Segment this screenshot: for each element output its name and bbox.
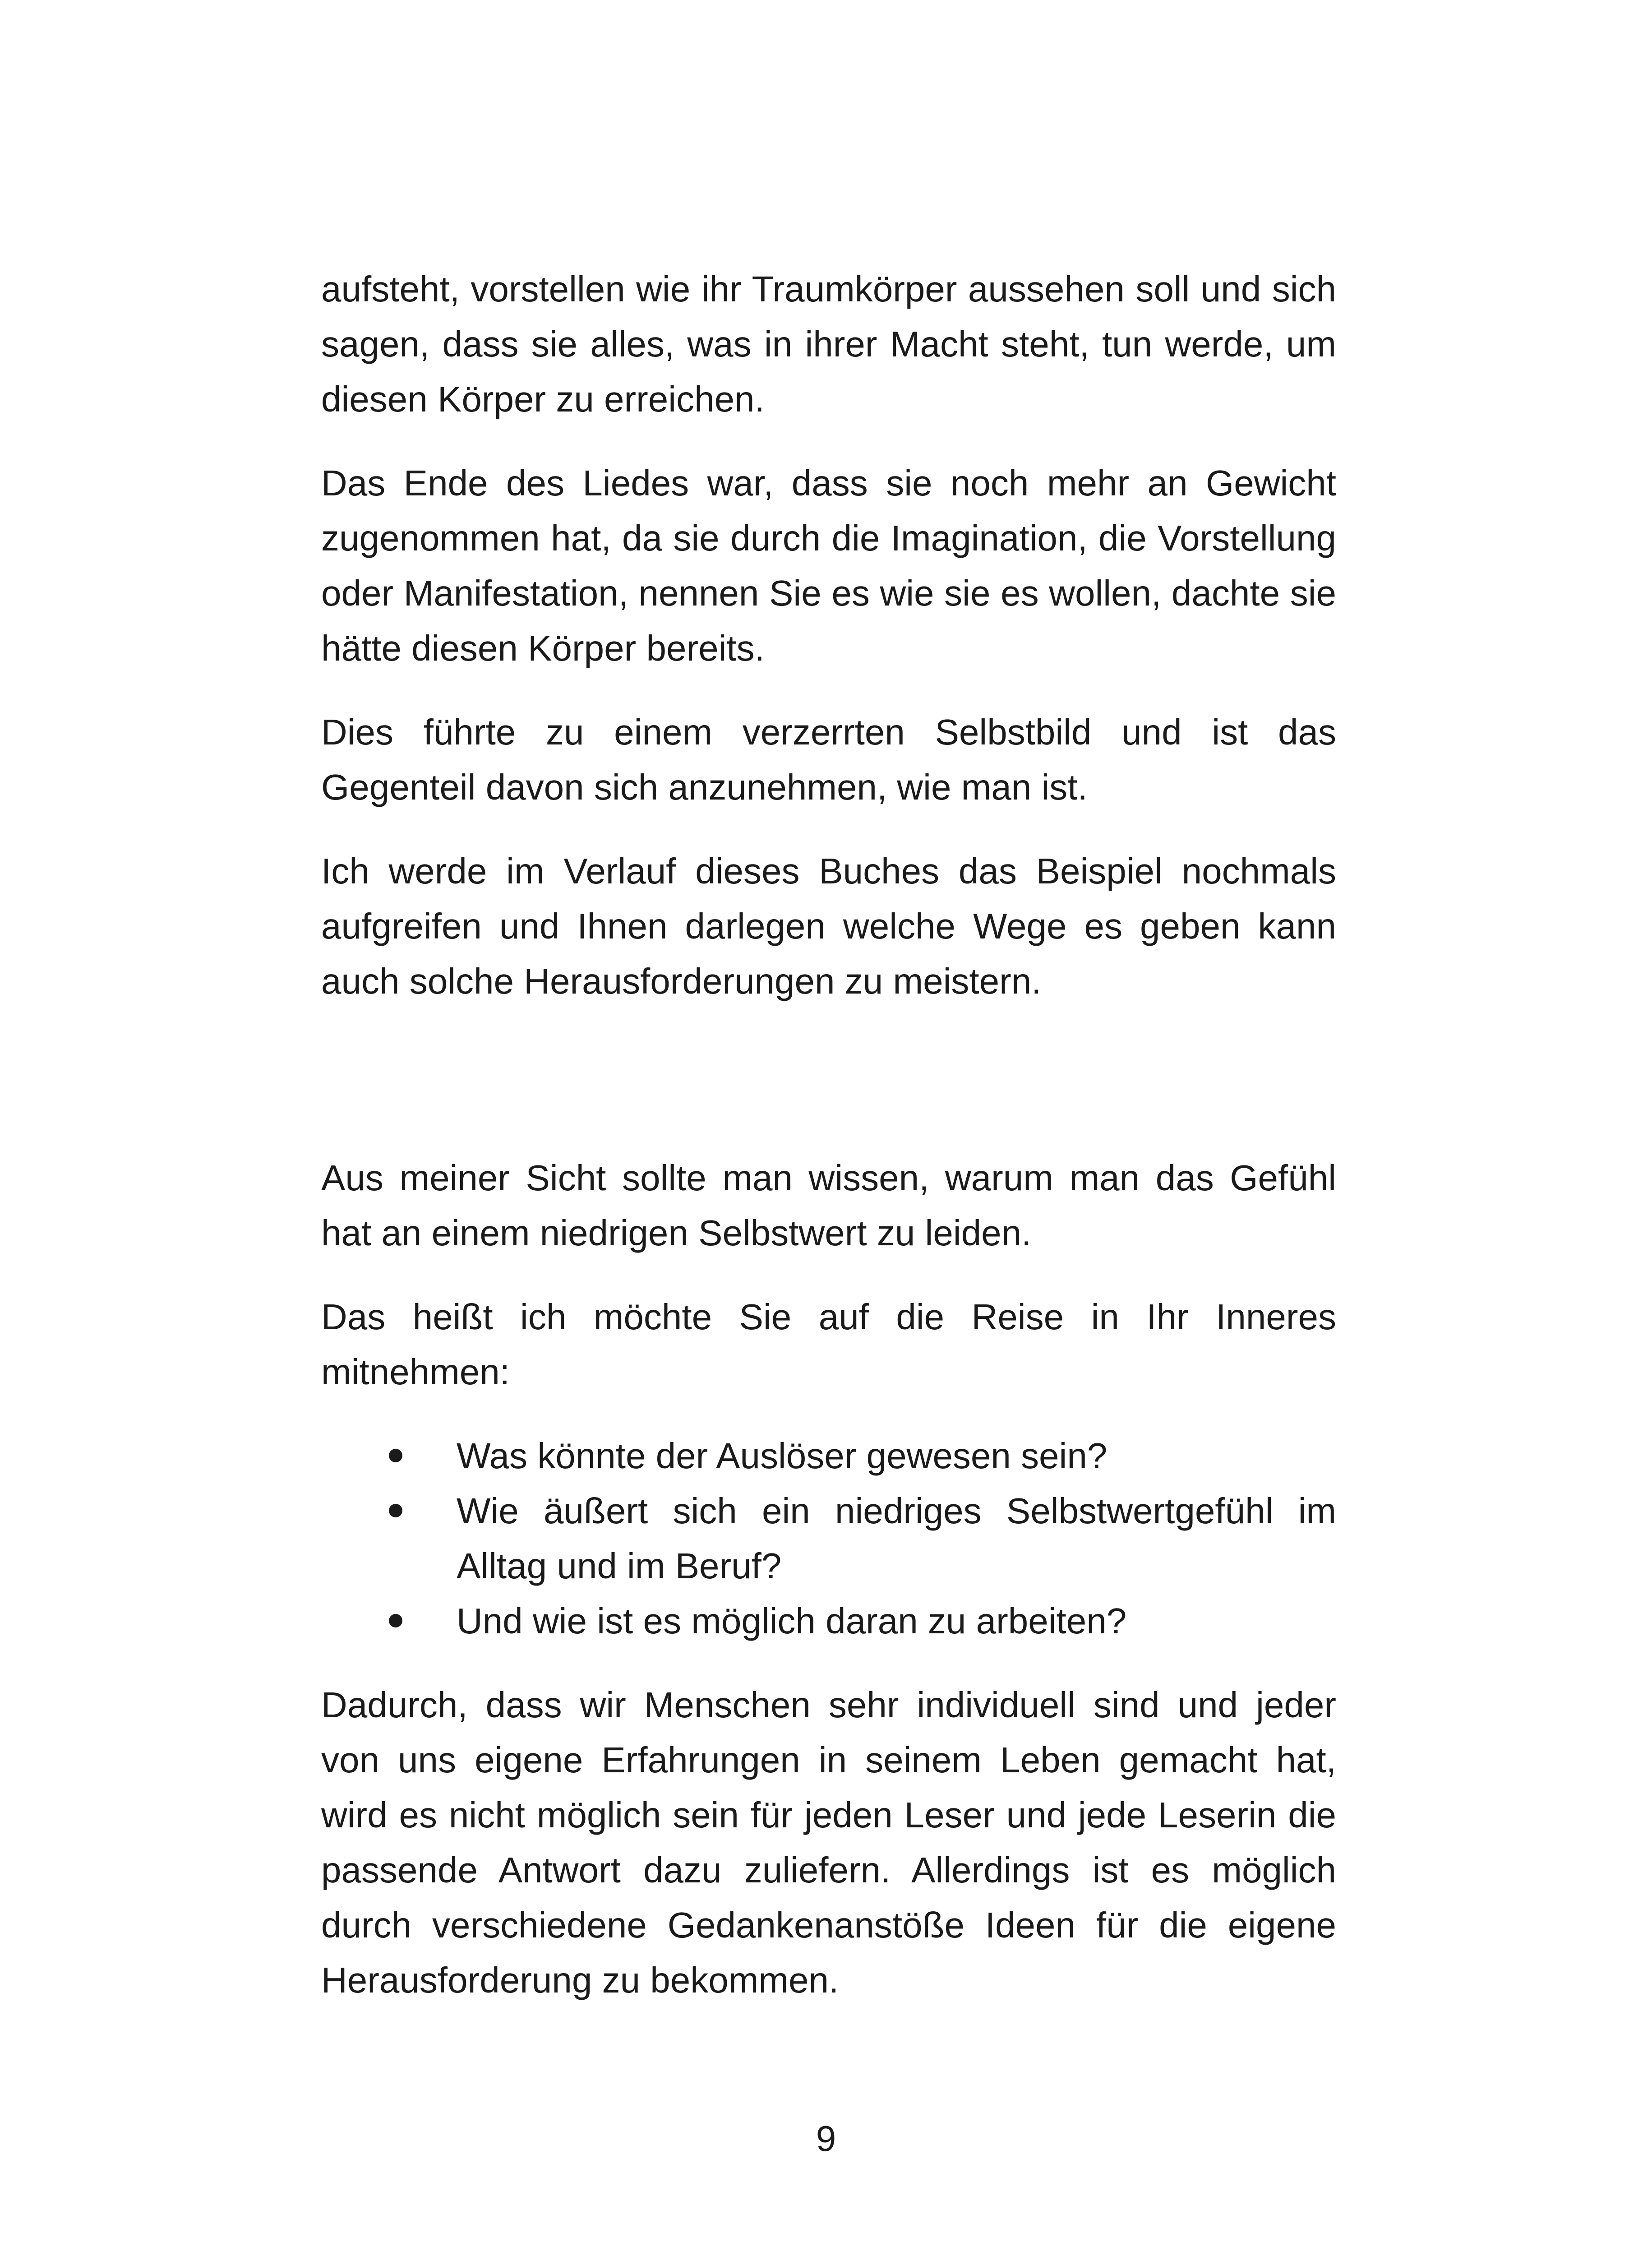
paragraph: Das heißt ich möchte Sie auf die Reise in Ihr Inneres mitnehmen:	[321, 1297, 1336, 1392]
bullet-item	[321, 1594, 1336, 1649]
closing-paragraph: Dadurch, dass wir Menschen sehr individuell sind und jeder von uns eigene Erfahrungen in seinem Leben gemacht hat, wird es nicht möglich sein für jeden Leser und jede Leserin die passende Antwort dazu zuliefern. Allerdings ist es möglich durch verschiedene Gedankenanstöße Ideen für die eigene Herausforderung zu bekommen.	[321, 1685, 1336, 2000]
bullet-item	[321, 1484, 1336, 1594]
paragraph: Aus meiner Sicht sollte man wissen, warum man das Gefühl hat an einem niedrigen Selbstwert zu leiden.	[321, 1158, 1336, 1253]
paragraph: Das Ende des Liedes war, dass sie noch mehr an Gewicht zugenommen hat, da sie durch die Imagination, die Vorstellung oder Manifestation, nennen Sie es wie sie es wollen, dachte sie hätte diesen Körper bereits.	[321, 463, 1336, 668]
bullet-text: Wie äußert sich ein niedriges Selbstwertgefühl im Alltag und im Beruf?	[457, 1491, 1336, 1586]
bullet-icon	[389, 1504, 402, 1517]
page-number: 9	[816, 2118, 836, 2159]
bullet-item	[321, 1428, 1336, 1484]
bullet-icon	[389, 1614, 402, 1627]
bullet-text: Und wie ist es möglich daran zu arbeiten?	[457, 1601, 1127, 1641]
page-body	[321, 262, 1336, 2008]
bullet-text: Was könnte der Auslöser gewesen sein?	[457, 1436, 1107, 1476]
section-gap	[321, 1038, 1336, 1151]
paragraph: aufsteht, vorstellen wie ihr Traumkörper aussehen soll und sich sagen, dass sie alles, was in ihrer Macht steht, tun werde, um diesen Körper zu erreichen.	[321, 269, 1336, 419]
bullet-list	[321, 1428, 1336, 1649]
bullet-icon	[389, 1449, 402, 1462]
paragraph: Ich werde im Verlauf dieses Buches das Beispiel nochmals aufgreifen und Ihnen darlegen welche Wege es geben kann auch solche Herausforderungen zu meistern.	[321, 851, 1336, 1001]
paragraph: Dies führte zu einem verzerrten Selbstbild und ist das Gegenteil davon sich anzunehmen, wie man ist.	[321, 712, 1336, 807]
